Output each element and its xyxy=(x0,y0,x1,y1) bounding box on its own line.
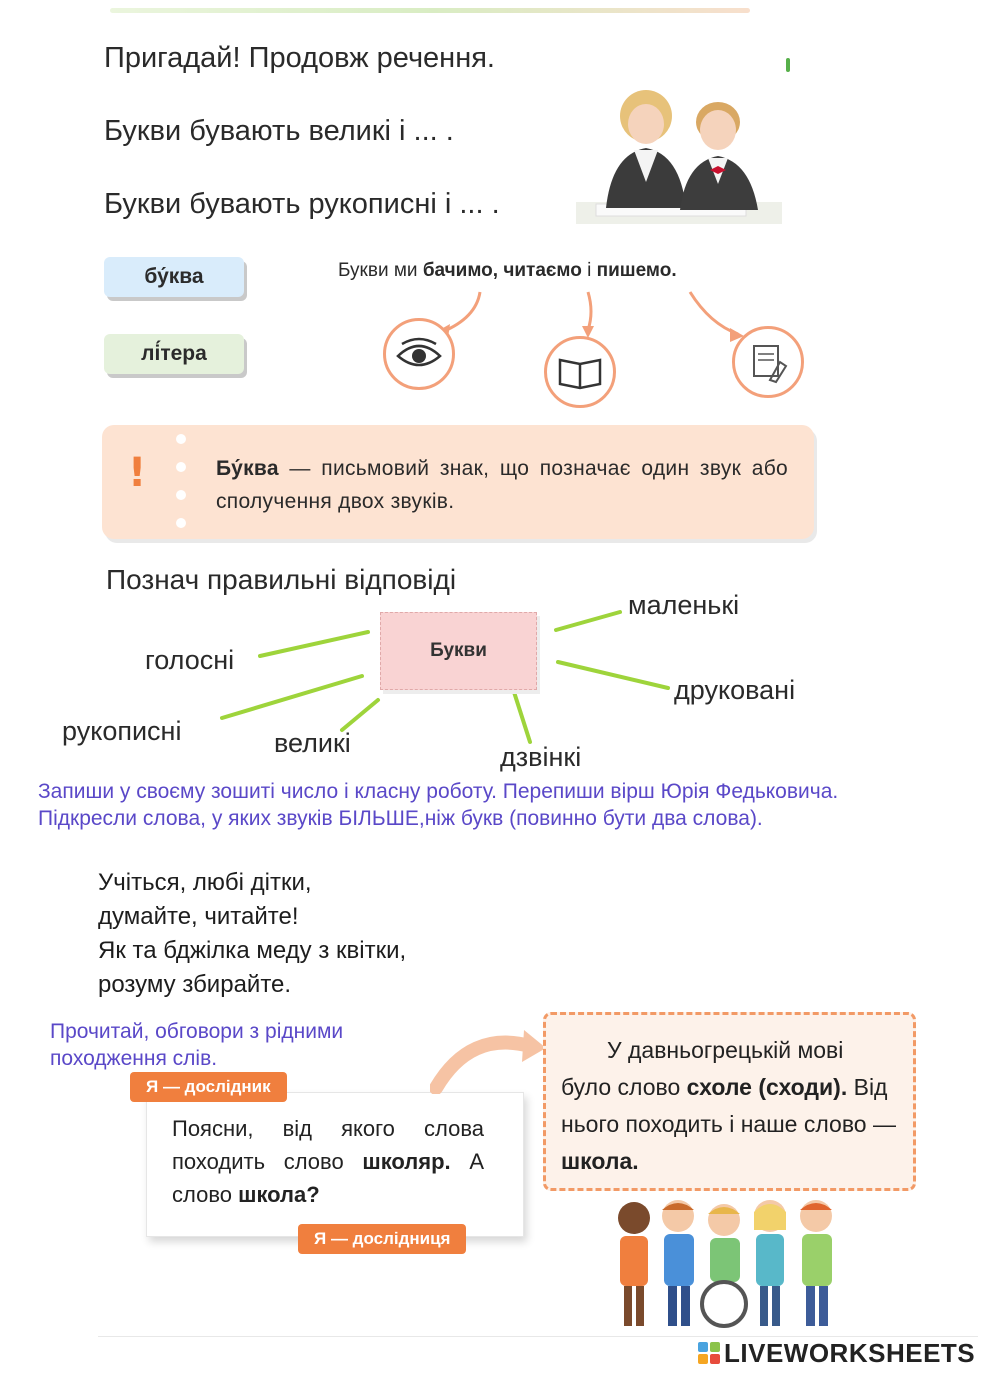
children-reading-illustration xyxy=(576,84,782,224)
senses-caption-prefix: Букви ми xyxy=(338,260,423,281)
task3-instruction: Прочитай, обговори з рідними походження слів. xyxy=(50,1020,344,1070)
question-bold-2: школа? xyxy=(238,1182,320,1207)
bukvy-center-box: Букви xyxy=(380,612,537,690)
task1-title: Познач правильні відповіді xyxy=(106,564,457,595)
fact-bold-2: школа. xyxy=(561,1148,639,1174)
fact-bold-1: схоле (сходи). xyxy=(686,1074,848,1100)
open-book-icon xyxy=(556,354,604,390)
task2-instruction: Запиши у своєму зошиті число і класну роботу. Перепиши вірш Юрія Федьковича. Підкресли слова, у яких звуків БІЛЬШЕ,ніж букв (повинно бути два слова). xyxy=(38,780,839,830)
definition-body: — письмовий знак, що позначає один звук або сполучення двох звуків. xyxy=(216,457,788,513)
ribbon-researcher: Я — дослідник xyxy=(130,1072,287,1102)
fact-part-b: Від нього походить і наше слово — xyxy=(561,1074,896,1137)
option-veliki[interactable]: великі xyxy=(274,728,351,758)
senses-caption-bold: бачимо, читаємо xyxy=(422,260,582,281)
liveworksheets-logo[interactable] xyxy=(698,1338,975,1368)
poem-line-4: розуму збирайте. xyxy=(98,971,292,998)
senses-caption xyxy=(338,260,677,282)
definition-text xyxy=(216,452,788,518)
question-part-a: Поясни, від якого слова походить слово xyxy=(172,1116,484,1174)
curved-arrow xyxy=(430,1024,546,1094)
book-circle xyxy=(544,336,616,408)
definition-term: Бу́ква xyxy=(216,457,279,480)
poem-line-2: думайте, читайте! xyxy=(98,903,299,930)
tag-bukva: бу́ква xyxy=(104,257,244,297)
logo-icon xyxy=(698,1342,720,1364)
sentence-1: Букви бувають великі і ... . xyxy=(104,115,454,147)
writing-circle xyxy=(732,326,804,398)
senses-caption-bold2: пишемо. xyxy=(596,260,677,281)
eye-circle xyxy=(383,318,455,390)
writing-hand-icon xyxy=(746,340,790,384)
ribbon-researcher-female: Я — дослідниця xyxy=(298,1224,466,1254)
poem-line-1: Учіться, любі дітки, xyxy=(98,869,312,896)
dot-decoration-1 xyxy=(176,434,186,444)
children-group-illustration xyxy=(604,1196,854,1332)
dot-decoration-2 xyxy=(176,462,186,472)
question-bold-1: школяр. xyxy=(362,1149,451,1174)
dot-decoration-3 xyxy=(176,490,186,500)
senses-caption-mid: і xyxy=(581,260,597,281)
option-drukovani[interactable]: друковані xyxy=(674,675,796,705)
option-dzvinki[interactable]: дзвінкі xyxy=(500,742,582,772)
option-golosni[interactable]: голосні xyxy=(145,645,235,675)
fact-part-a: У давньогрецькій мові було слово xyxy=(561,1037,844,1100)
poem-line-3: Як та бджілка меду з квітки, xyxy=(98,937,407,964)
dot-decoration-4 xyxy=(176,518,186,528)
fact-text xyxy=(561,1032,896,1180)
sentence-2: Букви бувають рукописні і ... . xyxy=(104,188,500,220)
poem xyxy=(98,866,406,1002)
option-malenki[interactable]: маленькі xyxy=(628,590,740,620)
logo-text: LIVEWORKSHEETS xyxy=(724,1337,976,1368)
green-mark xyxy=(786,58,790,72)
option-rukopysni[interactable]: рукописні xyxy=(62,716,182,746)
eye-icon xyxy=(394,334,444,374)
exclamation-icon: ! xyxy=(128,450,147,496)
tag-litera: лі́тера xyxy=(104,334,244,374)
researcher-question xyxy=(172,1112,484,1211)
recall-heading: Пригадай! Продовж речення. xyxy=(104,42,495,74)
question-part-b: А слово xyxy=(172,1149,484,1207)
top-decoration-strip xyxy=(110,8,750,13)
